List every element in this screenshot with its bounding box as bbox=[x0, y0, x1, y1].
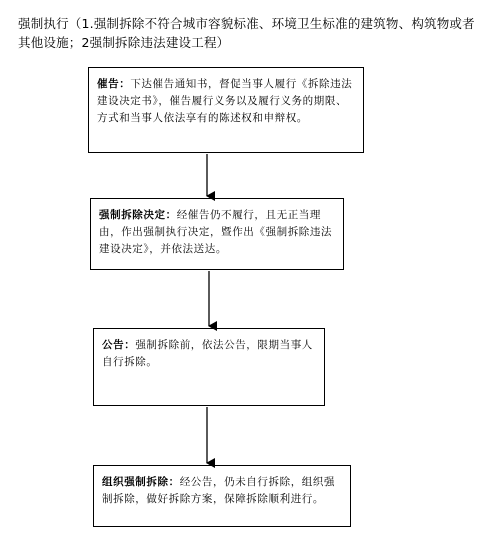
step-body: 下达催告通知书，督促当事人履行《拆除违法建设决定书》，催告履行义务以及履行义务的期限、方式和当事人依法享有的陈述权和申辩权。 bbox=[97, 78, 353, 124]
step-body: 强制拆除前，依法公告，限期当事人自行拆除。 bbox=[102, 339, 313, 368]
page-title: 强制执行（1.强制拆除不符合城市容貌标准、环境卫生标准的建筑物、构筑物或者其他设施；2强制拆除违法建设工程） bbox=[18, 16, 475, 50]
step-box-demolition bbox=[93, 465, 351, 527]
step-box-notice bbox=[88, 67, 364, 153]
step-heading: 强制拆除决定： bbox=[99, 209, 177, 221]
step-body: 经催告仍不履行，且无正当理由，作出强制执行决定，暨作出《强制拆除违法建设决定》，并依法送达。 bbox=[99, 209, 333, 255]
step-body: 经公告，仍未自行拆除，组织强制拆除，做好拆除方案，保障拆除顺利进行。 bbox=[102, 476, 336, 505]
step-box-announcement bbox=[93, 328, 325, 406]
step-heading: 催告： bbox=[97, 78, 131, 90]
step-heading: 组织强制拆除： bbox=[102, 476, 180, 488]
step-heading: 公告： bbox=[102, 339, 136, 351]
step-box-decision bbox=[90, 198, 344, 270]
